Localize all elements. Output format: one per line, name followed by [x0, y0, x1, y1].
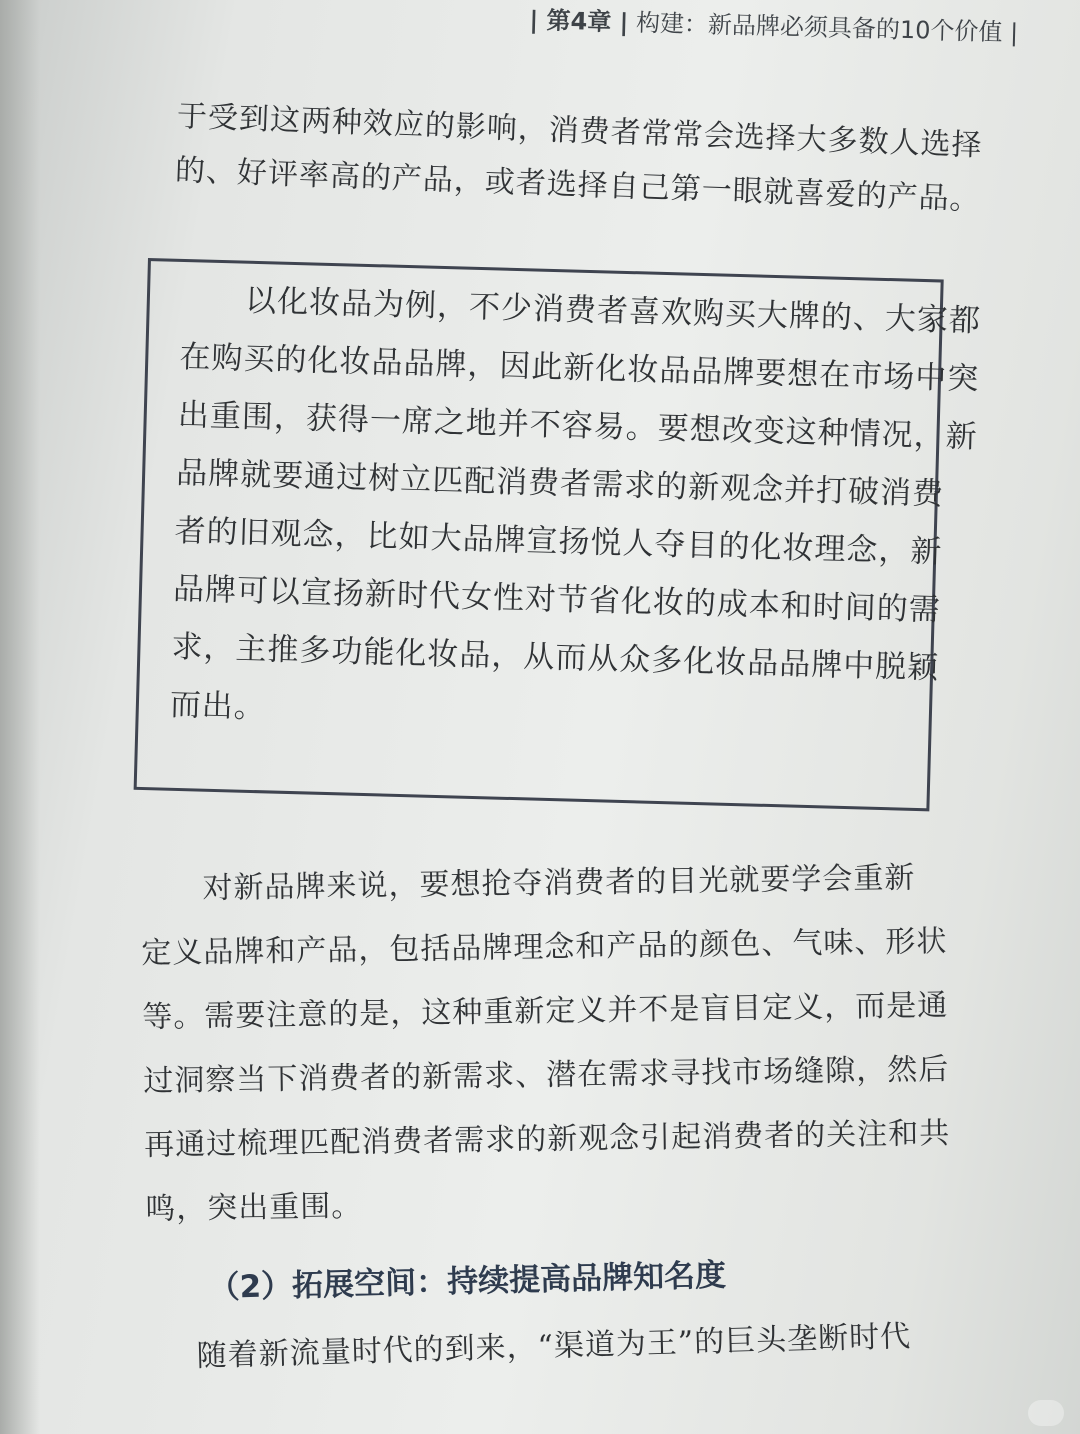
spine-shadow: [0, 0, 40, 1434]
text-line: 求，主推多功能化妆品，从而从众多化妆品品牌中脱颖: [170, 628, 940, 687]
text-line: 过洞察当下消费者的新需求、潜在需求寻找市场缝隙，然后: [143, 1052, 950, 1099]
text-line: 等。需要注意的是，这种重新定义并不是盲目定义，而是通: [142, 988, 949, 1035]
text-line: 品牌就要通过树立匹配消费者需求的新观念并打破消费: [175, 454, 945, 513]
text-line: 再通过梳理匹配消费者需求的新观念引起消费者的关注和共: [144, 1116, 951, 1163]
text-line: 以化妆品为例，不少消费者喜欢购买大牌的、大家都: [180, 280, 982, 340]
text-line: 出重围，获得一席之地并不容易。要想改变这种情况，新: [177, 396, 979, 456]
text-line: 品牌可以宣扬新时代女性对节省化妆的成本和时间的需: [172, 570, 942, 629]
chapter-number: | 第4章 |: [529, 5, 629, 37]
paragraph-new-traffic: [196, 1310, 912, 1384]
example-box-text: [169, 270, 982, 756]
section-heading: （2）拓展空间：持续提高品牌知名度: [208, 1257, 727, 1306]
paragraph-effects: [174, 90, 983, 227]
text-line: 鸣，突出重围。: [144, 1188, 363, 1227]
text-line: 的、好评率高的产品，或者选择自己第一眼就喜爱的产品。: [174, 152, 982, 218]
text-line: 对新品牌来说，要想抢夺消费者的目光就要学会重新: [140, 860, 916, 907]
text-line: 在购买的化妆品品牌，因此新化妆品品牌要想在市场中突: [179, 338, 980, 398]
watermark-badge: [1028, 1400, 1064, 1426]
text-line: 定义品牌和产品，包括品牌理念和产品的颜色、气味、形状: [141, 924, 948, 971]
paragraph-redefine: [140, 846, 952, 1242]
text-line: 者的旧观念，比如大品牌宣扬悦人夺目的化妆理念，新: [174, 512, 943, 571]
text-line: 于受到这两种效应的影响，消费者常常会选择大多数人选择: [176, 98, 984, 164]
running-header: [529, 0, 1019, 52]
text-line: 而出。: [169, 686, 267, 726]
chapter-title: 构建：新品牌必须具备的10个价值 |: [635, 8, 1019, 47]
text-line: 随着新流量时代的到来，“渠道为王”的巨头垄断时代: [196, 1319, 912, 1374]
